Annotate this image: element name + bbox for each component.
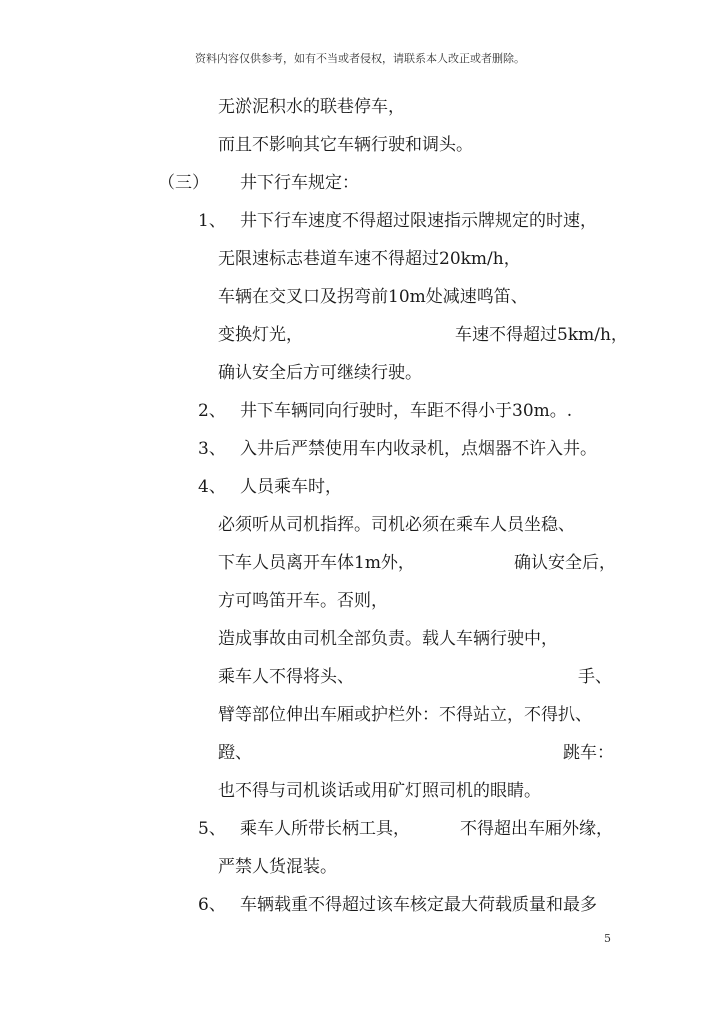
body-line: 手、 [578,667,612,687]
body-line: 蹬、 [218,743,252,763]
item-number: 1、 [198,211,226,231]
body-line: 人员乘车时， [240,477,342,497]
body-line: 车辆在交叉口及拐弯前10m处减速鸣笛、 [218,287,528,307]
item-number: 2、 [198,401,226,421]
body-line: 井下车辆同向行驶时，车距不得小于30m。. [240,401,573,421]
body-line: 必须听从司机指挥。司机必须在乘车人员坐稳、 [218,515,575,535]
body-line: 乘车人所带长柄工具， [240,819,410,839]
item-number: 3、 [198,439,226,459]
page-number: 5 [604,932,611,945]
body-line: 跳车： [563,743,614,763]
body-line: 臂等部位伸出车厢或护栏外：不得站立，不得扒、 [218,705,592,725]
item-number: 6、 [198,895,226,915]
body-line: 车辆载重不得超过该车核定最大荷载质量和最多 [240,895,597,915]
body-line: 入井后严禁使用车内收录机，点烟器不许入井。 [240,439,597,459]
body-line: 下车人员离开车体1m外， [218,553,415,573]
body-line: 也不得与司机谈话或用矿灯照司机的眼睛。 [218,781,541,801]
body-line: 井下行车速度不得超过限速指示牌规定的时速， [240,211,597,231]
body-line: 无淤泥积水的联巷停车， [218,97,405,117]
body-line: 而且不影响其它车辆行驶和调头。 [218,135,473,155]
body-line: 严禁人货混装。 [218,857,337,877]
item-number: 5、 [198,819,226,839]
section-number: （三） [158,173,209,193]
body-line: 方可鸣笛开车。否则， [218,591,388,611]
item-number: 4、 [198,477,226,497]
body-line: 确认安全后方可继续行驶。 [218,363,422,383]
body-line: 车速不得超过5km/h， [455,325,628,345]
page-header-notice: 资料内容仅供参考，如有不当或者侵权，请联系本人改正或者删除。 [195,52,525,65]
body-line: 确认安全后， [514,553,616,573]
body-line: 不得超出车厢外缘， [460,819,613,839]
body-line: 造成事故由司机全部负责。载人车辆行驶中， [218,629,558,649]
body-line: 无限速标志巷道车速不得超过20km/h， [218,249,521,269]
body-line: 乘车人不得将头、 [218,667,354,687]
body-line: 变换灯光， [218,325,303,345]
section-heading: 井下行车规定： [240,173,359,193]
